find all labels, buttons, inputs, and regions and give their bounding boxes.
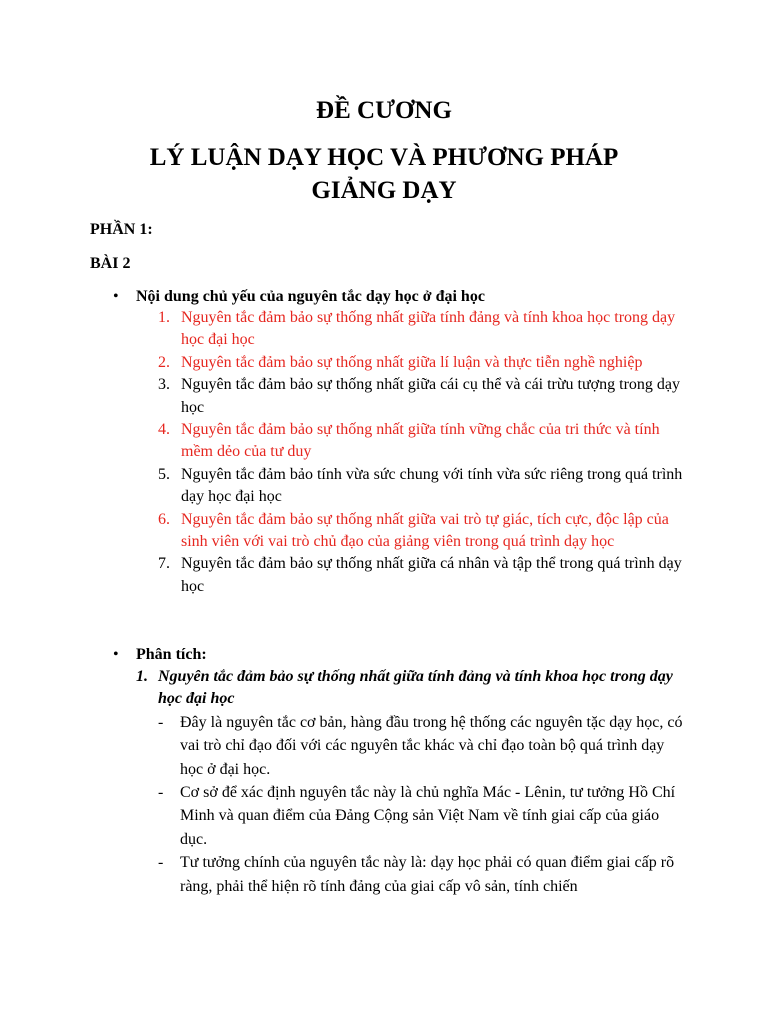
list-number: 2. [158,353,170,371]
list-number: 6. [158,510,170,528]
principle-item [150,352,690,374]
list-number: 1. [136,668,148,685]
list-number: 4. [158,421,170,439]
list-number: 3. [158,376,170,394]
principle-text: Nguyên tắc đảm bảo sự thống nhất giữa lí luận và thực tiễn nghề nghiệp [181,353,643,371]
list-number: 1. [158,309,170,326]
principle-text: Nguyên tắc đảm bảo sự thống nhất giữa tính đảng và tính khoa học trong dạy học đại học [181,309,676,349]
bullet-icon: • [113,288,119,305]
title-line-2: LÝ LUẬN DẠY HỌC VÀ PHƯƠNG PHÁP [149,144,619,171]
principle-item [150,509,690,554]
analysis-point [158,711,690,781]
analysis-item [136,666,690,898]
bullet-icon: • [113,646,119,663]
lesson-heading: BÀI 2 [90,255,131,272]
analysis-point [158,781,690,851]
title-line-3: GIẢNG DẠY [311,177,457,204]
analysis-point-text: Đây là nguyên tắc cơ bản, hàng đầu trong hệ thống các nguyên tặc dạy học, có vai trò chỉ đạo đối với các nguyên tắc khác và chỉ đạo toàn bộ quá trình dạy học ở đại học. [180,713,683,778]
principle-item [150,464,690,509]
dash-marker: - [158,713,164,731]
list-number: 7. [158,555,170,573]
principle-text: Nguyên tắc đảm bảo sự thống nhất giữa cái cụ thể và cái trừu tượng trong dạy học [181,376,681,416]
analysis-title: Nguyên tắc đảm bảo sự thống nhất giữa tính đảng và tính khoa học trong dạy học đại học [158,668,673,708]
section-heading-principles: Nội dung chủ yếu của nguyên tắc dạy học ở đại học [136,288,485,305]
principle-text: Nguyên tắc đảm bảo tính vừa sức chung với tính vừa sức riêng trong quá trình dạy học đại học [181,465,683,506]
principle-item [150,419,690,464]
analysis-points [158,711,690,898]
analysis-list [136,666,690,898]
title-line-1: ĐỀ CƯƠNG [316,97,452,124]
principle-text: Nguyên tắc đảm bảo sự thống nhất giữa vai trò tự giác, tích cực, độc lập của sinh viên với vai trò chủ đạo của giảng viên trong quá trình dạy học [181,510,669,551]
list-number: 5. [158,465,170,483]
principle-item [150,307,690,352]
analysis-point-text: Cơ sở để xác định nguyên tắc này là chủ nghĩa Mác - Lênin, tư tưởng Hồ Chí Minh và quan điểm của Đảng Cộng sản Việt Nam về tính giai cấp của giáo dục. [180,784,676,848]
dash-marker: - [158,784,164,802]
analysis-point-text: Tư tưởng chính của nguyên tắc này là: dạy học phải có quan điểm giai cấp rõ ràng, phải thể hiện rõ tính đảng của giai cấp vô sản, tính chiến [180,854,675,895]
principle-text: Nguyên tắc đảm bảo sự thống nhất giữa cá nhân và tập thể trong quá trình dạy học [181,555,682,595]
analysis-point [158,851,690,898]
principle-item [150,374,690,419]
principle-item [150,553,690,598]
principle-text: Nguyên tắc đảm bảo sự thống nhất giữa tính vững chắc của tri thức và tính mềm dẻo của tư duy [181,421,660,461]
principles-list [150,307,690,598]
part-heading: PHẦN 1: [90,221,153,238]
dash-marker: - [158,854,164,872]
section-heading-analysis: Phân tích: [136,646,207,663]
